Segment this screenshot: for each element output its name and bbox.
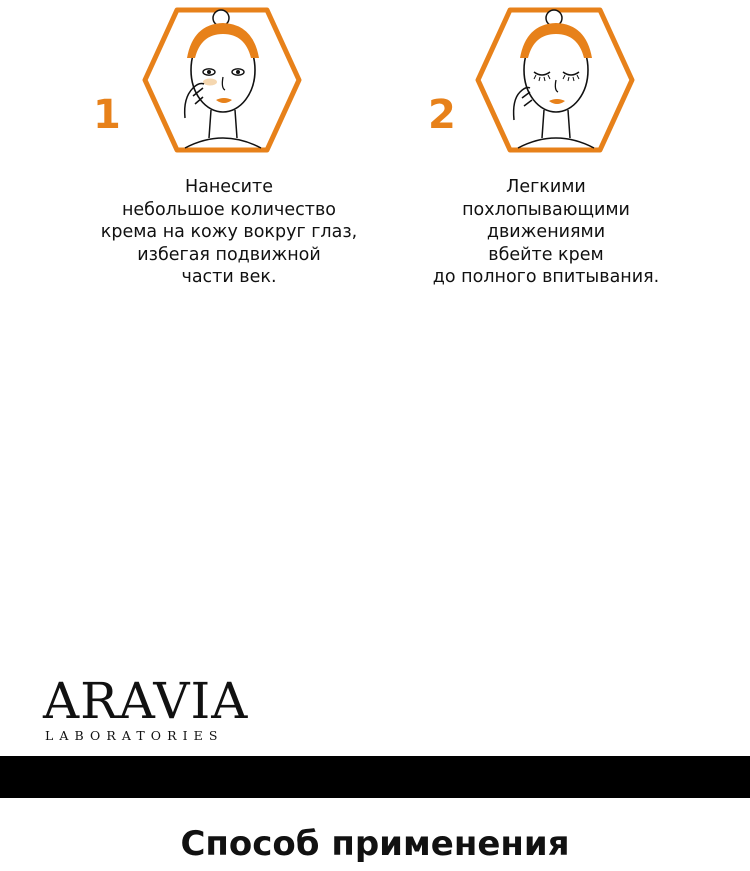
face-cream-application-illustration bbox=[137, 0, 307, 160]
step-2-description bbox=[396, 176, 696, 289]
page-title: Способ применения bbox=[180, 824, 570, 864]
logo-subtitle: LABORATORIES bbox=[45, 728, 224, 743]
step-1-line: небольшое количество bbox=[121, 199, 337, 220]
step-1-line: части век. bbox=[181, 267, 277, 287]
step-1-line: Нанесите bbox=[184, 177, 274, 197]
logo-brand-name: ARAVIA bbox=[43, 672, 249, 730]
step-2-number: 2 bbox=[428, 92, 456, 138]
step-2-line: похлопывающими bbox=[462, 199, 630, 220]
step-2-line: Легкими bbox=[506, 177, 586, 197]
step-2-line: движениями bbox=[486, 222, 606, 242]
face-patting-illustration bbox=[470, 0, 640, 160]
step-1-description bbox=[79, 176, 379, 289]
black-divider-band bbox=[0, 756, 750, 798]
aravia-logo bbox=[43, 672, 253, 745]
step-1-number: 1 bbox=[93, 92, 121, 138]
step-1-line: крема на кожу вокруг глаз, bbox=[100, 222, 358, 242]
step-1-line: избегая подвижной bbox=[137, 244, 321, 265]
step-2-line: до полного впитывания. bbox=[432, 267, 660, 287]
step-2-line: вбейте крем bbox=[488, 244, 604, 265]
